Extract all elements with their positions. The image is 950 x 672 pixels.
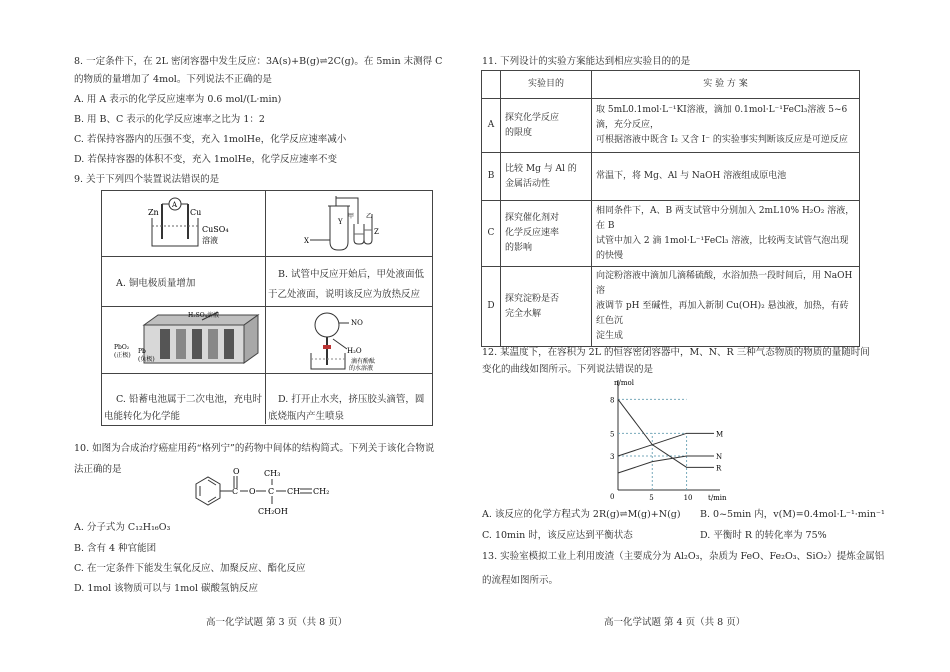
ammeter-label: A xyxy=(172,201,178,209)
no-label: NO xyxy=(351,319,363,327)
row-a-purpose: 探究化学反应 的限度 xyxy=(501,99,592,153)
q9-option-d-1: D. 打开止水夹，挤压胶头滴管，圆 xyxy=(278,394,425,405)
ch2oh-label: CH₂OH xyxy=(258,507,288,516)
x-label: X xyxy=(304,237,309,245)
positive-label: (正极) xyxy=(114,352,131,359)
ester-o-label: O xyxy=(249,487,256,496)
purpose-header: 实验目的 xyxy=(501,71,592,99)
zn-label: Zn xyxy=(148,208,159,217)
q9-option-a: A. 铜电极质量增加 xyxy=(116,278,196,289)
row-d-key: D xyxy=(482,267,501,347)
h2so4-label: H₂SO₄溶液 xyxy=(188,312,220,319)
q9-option-b-2: 于乙处液面，说明该反应为放热反应 xyxy=(268,289,421,300)
carbonyl-o-label: O xyxy=(233,467,240,476)
row-c-plan: 相同条件下，A、B 两支试管中分别加入 2mL10% H₂O₂ 溶液，在 B 试管中加入 2 滴 1mol·L⁻¹FeCl₃ 溶液，比较两支试管气泡出现的快慢 xyxy=(592,201,860,267)
series-label-n: N xyxy=(716,453,723,461)
q9-option-c-1: C. 铅蓄电池属于二次电池，充电时 xyxy=(116,394,262,405)
q8-option-d: D. 若保持容器的体积不变，充入 1molHe，化学反应速率不变 xyxy=(74,154,338,165)
cuso4-label: CuSO₄ xyxy=(202,225,229,234)
series-label-m: M xyxy=(716,430,724,439)
q12-option-c: C. 10min 时，该反应达到平衡状态 xyxy=(482,530,633,541)
series-line-m xyxy=(618,433,714,456)
q8-option-b: B. 用 B、C 表示的化学反应速率之比为 1：2 xyxy=(74,114,265,125)
q13-stem-1: 13. 实验室模拟工业上利用废渣（主要成分为 Al₂O₃，杂质为 FeO、Fe₂O₃、SiO₂）提炼金属铝 xyxy=(482,551,885,562)
q10-option-a: A. 分子式为 C₁₂H₁₆O₃ xyxy=(74,522,171,533)
pbo2-label: PbO₂ xyxy=(114,344,130,351)
galvanic-cell-figure xyxy=(140,194,250,254)
moles-vs-time-chart xyxy=(590,376,730,501)
q10-stem-1: 10. 如图为合成治疗癌症用药“格列宁”的药物中间体的结构简式。下列关于该化合物说 xyxy=(74,443,435,454)
q11-table xyxy=(481,70,860,347)
series-line-n xyxy=(618,456,714,473)
z-label: Z xyxy=(374,228,379,236)
row-a-plan: 取 5mL0.1mol·L⁻¹KI溶液，滴加 0.1mol·L⁻¹FeCl₃溶液 5~6 滴，充分反应， 可根据溶液中既含 I₂ 又含 I⁻ 的实验事实判断该反应是可逆反应 xyxy=(592,99,860,153)
q9-option-b-1: B. 试管中反应开始后，甲处液面低 xyxy=(278,269,425,280)
h2o-label: H₂O xyxy=(347,347,362,355)
q8-stem-1: 8. 一定条件下，在 2L 密闭容器中发生反应：3A(s)+B(g)⇌2C(g)。在 5min 末测得 C xyxy=(74,56,443,67)
series-label-r: R xyxy=(716,464,722,473)
row-b-plan: 常温下，将 Mg、Al 与 NaOH 溶液组成原电池 xyxy=(592,153,860,201)
x-tick-label: 10 xyxy=(683,494,693,501)
q10-option-c: C. 在一定条件下能发生氧化反应、加聚反应、酯化反应 xyxy=(74,563,306,574)
x-axis-label: t/min xyxy=(708,494,727,501)
row-b-purpose: 比较 Mg 与 Al 的 金属活动性 xyxy=(501,153,592,201)
y-axis-label: n/mol xyxy=(614,379,634,387)
row-d-purpose: 探究淀粉是否 完全水解 xyxy=(501,267,592,347)
row-d-plan: 向淀粉溶液中滴加几滴稀硫酸，水浴加热一段时间后，用 NaOH 溶 液调节 pH 至碱性，再加入新制 Cu(OH)₂ 悬浊液，加热，有砖红色沉 淀生成 xyxy=(592,267,860,347)
y-label: Y xyxy=(338,218,343,226)
molecule-structure xyxy=(178,464,348,520)
right-footer: 高一化学试题 第 4 页（共 8 页） xyxy=(604,617,746,628)
pb-label: Pb xyxy=(138,348,146,355)
q12-option-b: B. 0~5min 内，v(M)=0.4mol·L⁻¹·min⁻¹ xyxy=(700,509,885,520)
fountain-figure xyxy=(295,309,405,371)
solution-label: 的水溶液 xyxy=(349,365,374,371)
q12-option-d: D. 平衡时 R 的转化率为 75% xyxy=(700,530,827,541)
q12-option-a: A. 该反应的化学方程式为 2R(g)⇌M(g)+N(g) xyxy=(482,509,681,520)
row-c-key: C xyxy=(482,201,501,267)
cu-label: Cu xyxy=(190,208,202,217)
u-tube-figure xyxy=(300,194,410,254)
q9-option-d-2: 底烧瓶内产生喷泉 xyxy=(268,411,345,422)
lead-acid-battery-figure xyxy=(112,309,260,371)
negative-label: (负极) xyxy=(138,356,155,363)
ch3-label: CH₃ xyxy=(264,469,281,478)
carbonyl-c-label: C xyxy=(232,487,239,496)
plan-header: 实 验 方 案 xyxy=(592,71,860,99)
phenolphthalein-label: 滴有酚酞 xyxy=(351,358,376,365)
q8-option-a: A. 用 A 表示的化学反应速率为 0.6 mol/(L·min) xyxy=(74,94,282,105)
ch-label: CH xyxy=(287,487,301,496)
row-c-purpose: 探究催化剂对 化学反应速率 的影响 xyxy=(501,201,592,267)
q10-option-b: B. 含有 4 种官能团 xyxy=(74,543,157,554)
ch2-label: CH₂ xyxy=(313,487,330,496)
left-footer: 高一化学试题 第 3 页（共 8 页） xyxy=(206,617,348,628)
q12-stem-2: 变化的曲线如图所示。下列说法错误的是 xyxy=(482,364,654,375)
cuso4-label-2: 溶液 xyxy=(202,236,218,245)
y-tick-label: 3 xyxy=(610,453,615,461)
x-tick-label: 5 xyxy=(649,494,654,501)
origin-label: 0 xyxy=(610,493,615,501)
yi-label: 乙 xyxy=(366,213,373,220)
q8-stem-2: 的物质的量增加了 4mol。下列说法不正确的是 xyxy=(74,74,272,85)
q9-stem: 9. 关于下列四个装置说法错误的是 xyxy=(74,174,220,185)
q10-option-d: D. 1mol 该物质可以与 1mol 碳酸氢钠反应 xyxy=(74,583,258,594)
y-tick-label: 5 xyxy=(610,430,615,439)
y-tick-label: 8 xyxy=(610,396,615,405)
quaternary-c-label: C xyxy=(268,487,275,496)
q8-option-c: C. 若保持容器内的压强不变，充入 1molHe，化学反应速率减小 xyxy=(74,134,347,145)
jia-label: 甲 xyxy=(348,213,355,220)
q10-stem-2: 法正确的是 xyxy=(74,464,122,475)
row-a-key: A xyxy=(482,99,501,153)
q13-stem-2: 的流程如图所示。 xyxy=(482,575,559,586)
q12-stem-1: 12. 某温度下，在容积为 2L 的恒容密闭容器中，M、N、R 三种气态物质的物质的量随时间 xyxy=(482,347,870,358)
q9-option-c-2: 电能转化为化学能 xyxy=(104,411,181,422)
q11-stem: 11. 下列设计的实验方案能达到相应实验目的的是 xyxy=(482,56,691,67)
row-b-key: B xyxy=(482,153,501,201)
